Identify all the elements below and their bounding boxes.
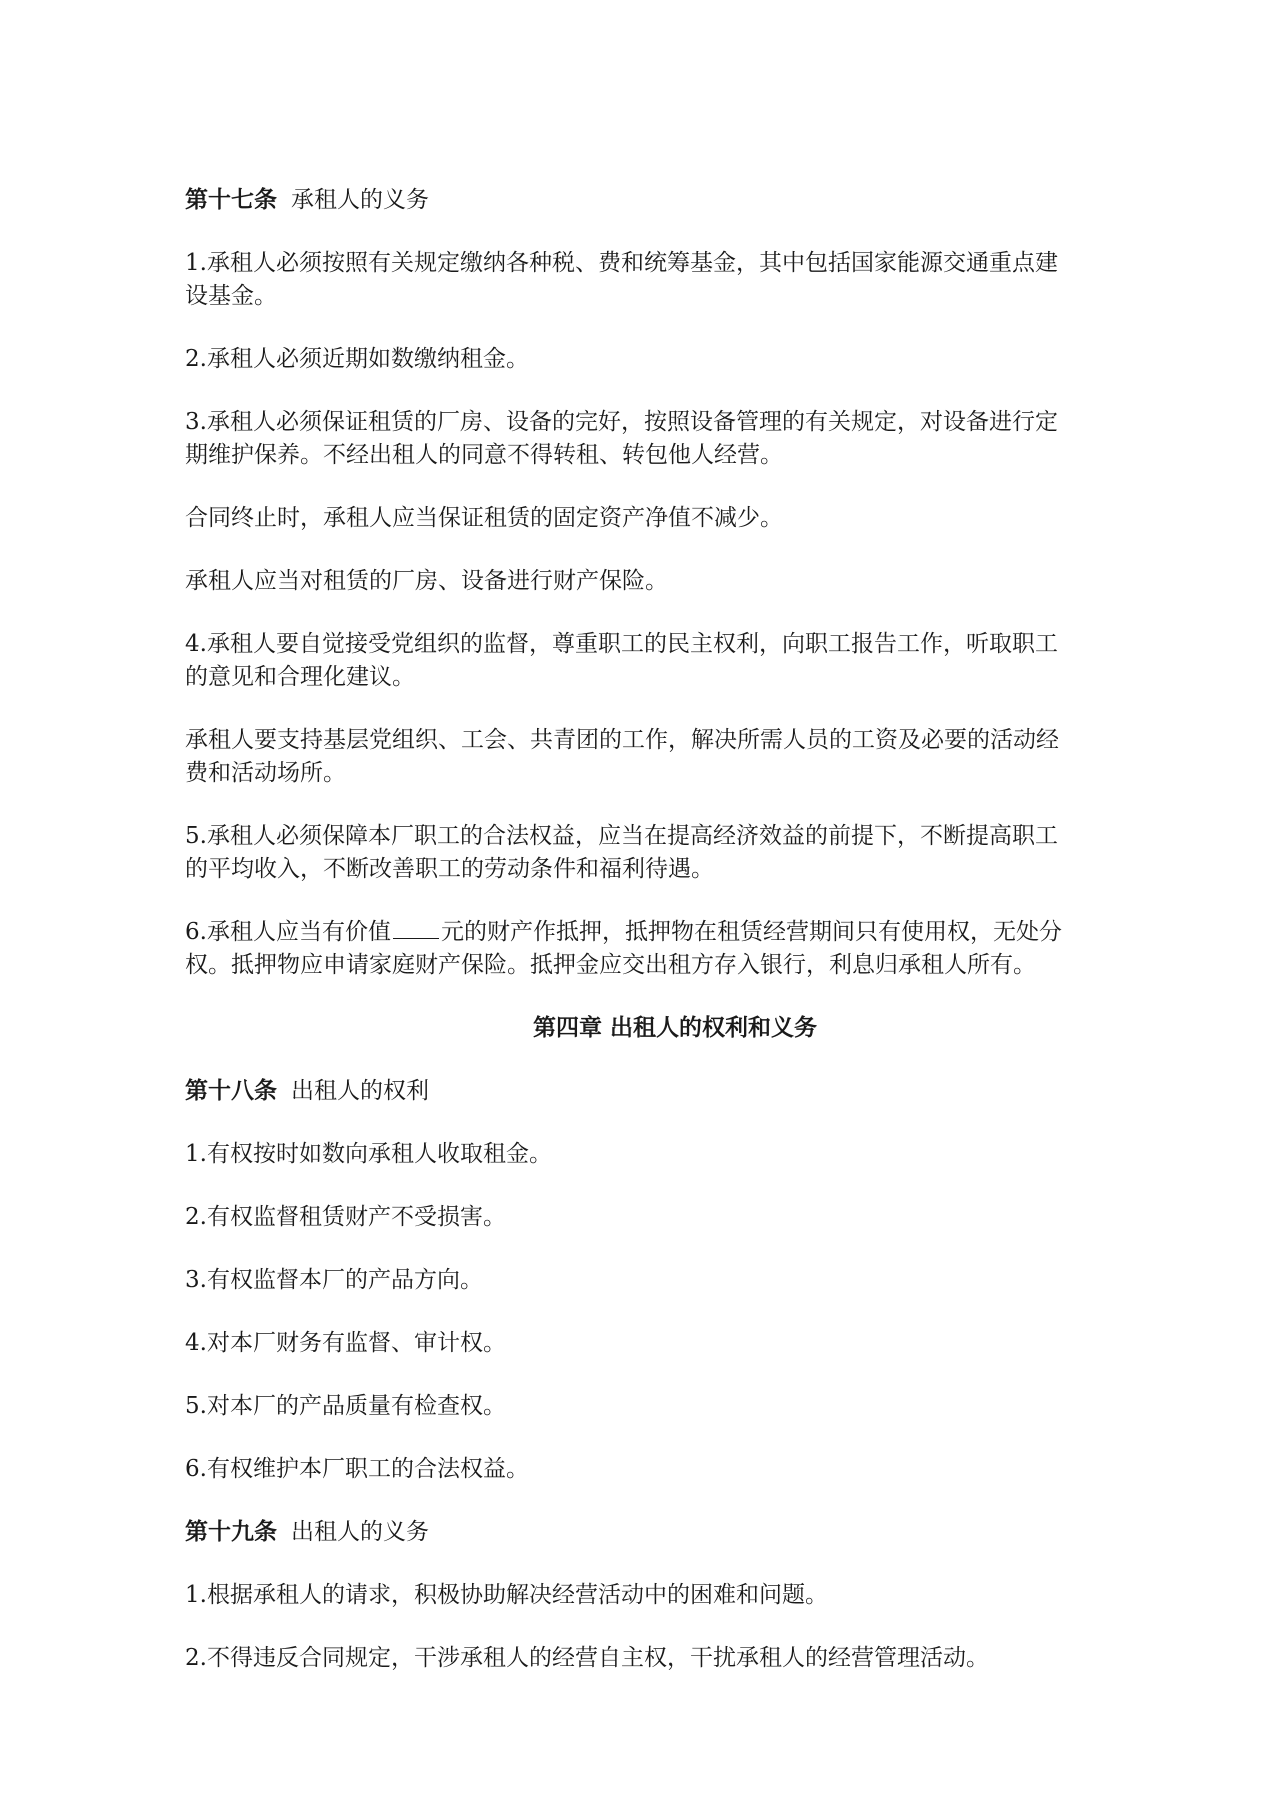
article-17-item-2: 2.承租人必须近期如数缴纳租金。 <box>185 346 529 372</box>
article-19-item: 1.根据承租人的请求，积极协助解决经营活动中的困难和问题。 <box>185 1582 828 1608</box>
article-17-item-3-line-1: 3.承租人必须保证租赁的厂房、设备的完好，按照设备管理的有关规定，对设备进行定 <box>185 409 1058 435</box>
article-17-item-6-line-2: 权。抵押物应申请家庭财产保险。抵押金应交出租方存入银行，利息归承租人所有。 <box>185 952 1036 978</box>
article-17-item-1-line-2: 设基金。 <box>185 283 277 309</box>
article-17-heading <box>185 184 1165 217</box>
article-title: 承租人的义务 <box>291 187 429 213</box>
article-17-paragraph-a: 合同终止时，承租人应当保证租赁的固定资产净值不减少。 <box>185 505 783 531</box>
article-18-item: 6.有权维护本厂职工的合法权益。 <box>185 1456 529 1482</box>
item-6-text-before-blank: 6.承租人应当有价值 <box>185 919 391 945</box>
article-17-item-4-line-1: 4.承租人要自觉接受党组织的监督，尊重职工的民主权利，向职工报告工作，听取职工 <box>185 631 1058 657</box>
article-19-item: 2.不得违反合同规定，干涉承租人的经营自主权，干扰承租人的经营管理活动。 <box>185 1645 989 1671</box>
article-18-heading <box>185 1075 1165 1108</box>
fill-in-blank <box>393 918 439 939</box>
article-18-item: 2.有权监督租赁财产不受损害。 <box>185 1204 506 1230</box>
article-17-paragraph-c-line-2: 费和活动场所。 <box>185 760 346 786</box>
article-18-item: 4.对本厂财务有监督、审计权。 <box>185 1330 506 1356</box>
article-17-item-4-line-2: 的意见和合理化建议。 <box>185 664 415 690</box>
article-17-item-5-line-1: 5.承租人必须保障本厂职工的合法权益，应当在提高经济效益的前提下，不断提高职工 <box>185 823 1058 849</box>
article-title: 出租人的义务 <box>291 1519 429 1545</box>
article-18-item: 5.对本厂的产品质量有检查权。 <box>185 1393 506 1419</box>
article-18-item: 3.有权监督本厂的产品方向。 <box>185 1267 483 1293</box>
article-17-paragraph-b: 承租人应当对租赁的厂房、设备进行财产保险。 <box>185 568 668 594</box>
article-17-item-6-line-1 <box>185 916 1165 949</box>
article-number: 第十九条 <box>185 1519 277 1545</box>
article-number: 第十八条 <box>185 1078 277 1104</box>
article-17-item-3-line-2: 期维护保养。不经出租人的同意不得转租、转包他人经营。 <box>185 442 783 468</box>
article-17-paragraph-c-line-1: 承租人要支持基层党组织、工会、共青团的工作，解决所需人员的工资及必要的活动经 <box>185 727 1059 753</box>
article-17-item-1-line-1: 1.承租人必须按照有关规定缴纳各种税、费和统筹基金，其中包括国家能源交通重点建 <box>185 250 1058 276</box>
item-6-text-after-blank: 元的财产作抵押，抵押物在租赁经营期间只有使用权，无处分 <box>440 919 1062 945</box>
article-19-heading <box>185 1516 1165 1549</box>
article-title: 出租人的权利 <box>291 1078 429 1104</box>
article-number: 第十七条 <box>185 187 277 213</box>
chapter-4-heading: 第四章 出租人的权利和义务 <box>532 1015 817 1041</box>
article-17-item-5-line-2: 的平均收入，不断改善职工的劳动条件和福利待遇。 <box>185 856 714 882</box>
article-18-item: 1.有权按时如数向承租人收取租金。 <box>185 1141 552 1167</box>
